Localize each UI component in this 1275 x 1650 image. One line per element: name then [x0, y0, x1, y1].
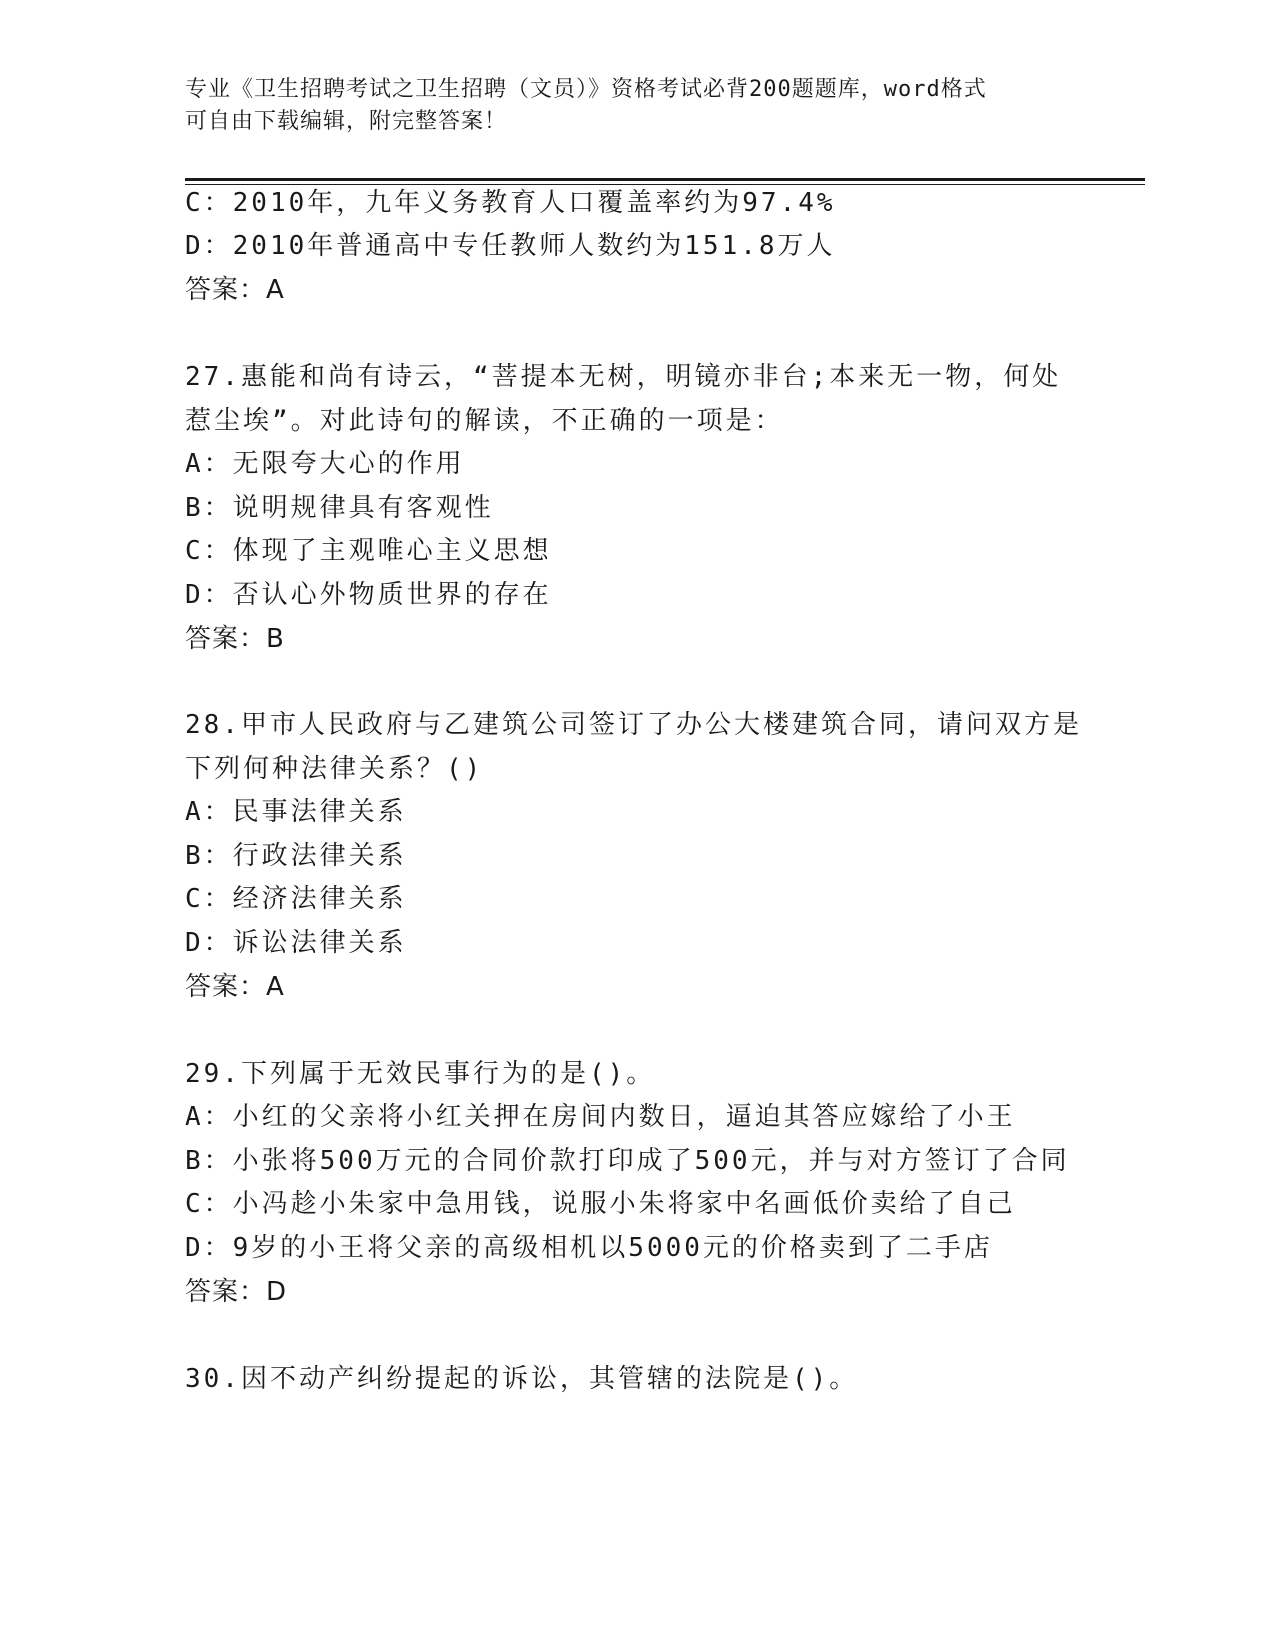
q28-option-c: C：经济法律关系 [185, 884, 407, 914]
header-divider-thick [185, 178, 1145, 181]
q27-stem-line1: 27.惠能和尚有诗云，“菩提本无树，明镜亦非台;本来无一物，何处 [185, 362, 1062, 392]
q27-stem-line2: 惹尘埃”。对此诗句的解读，不正确的一项是： [185, 406, 784, 436]
q29-option-a: A：小红的父亲将小红关押在房间内数日，逼迫其答应嫁给了小王 [185, 1102, 1016, 1132]
q28-stem-line1: 28.甲市人民政府与乙建筑公司签订了办公大楼建筑合同，请问双方是 [185, 710, 1082, 740]
q28-option-d: D：诉讼法律关系 [185, 928, 407, 958]
q26-option-c: C：2010年，九年义务教育人口覆盖率约为97.4% [185, 188, 836, 218]
q27-option-d: D：否认心外物质世界的存在 [185, 580, 552, 610]
q28-option-b: B：行政法律关系 [185, 841, 407, 871]
header-title-line2: 可自由下载编辑，附完整答案！ [185, 109, 508, 134]
q27-answer: 答案：B [185, 624, 285, 654]
q29-option-d: D：9岁的小王将父亲的高级相机以5000元的价格卖到了二手店 [185, 1233, 993, 1263]
q30-stem-line1: 30.因不动产纠纷提起的诉讼，其管辖的法院是()。 [185, 1364, 859, 1394]
q29-stem-line1: 29.下列属于无效民事行为的是()。 [185, 1059, 656, 1089]
header-divider-thin [185, 184, 1145, 185]
q26-option-d: D：2010年普通高中专任教师人数约为151.8万人 [185, 231, 836, 261]
q28-answer: 答案：A [185, 972, 285, 1002]
header-title-line1: 专业《卫生招聘考试之卫生招聘（文员）》资格考试必背200题题库，word格式 [185, 77, 987, 102]
q29-answer: 答案：D [185, 1277, 288, 1307]
q29-option-c: C：小冯趁小朱家中急用钱，说服小朱将家中名画低价卖给了自己 [185, 1189, 1016, 1219]
q27-option-c: C：体现了主观唯心主义思想 [185, 536, 552, 566]
q28-option-a: A：民事法律关系 [185, 797, 407, 827]
q27-option-a: A：无限夸大心的作用 [185, 449, 465, 479]
document-header [185, 74, 1065, 138]
q28-stem-line2: 下列何种法律关系？() [185, 754, 484, 784]
q29-option-b: B：小张将500万元的合同价款打印成了500元，并与对方签订了合同 [185, 1146, 1070, 1176]
q26-answer: 答案：A [185, 275, 285, 305]
q27-option-b: B：说明规律具有客观性 [185, 493, 494, 523]
